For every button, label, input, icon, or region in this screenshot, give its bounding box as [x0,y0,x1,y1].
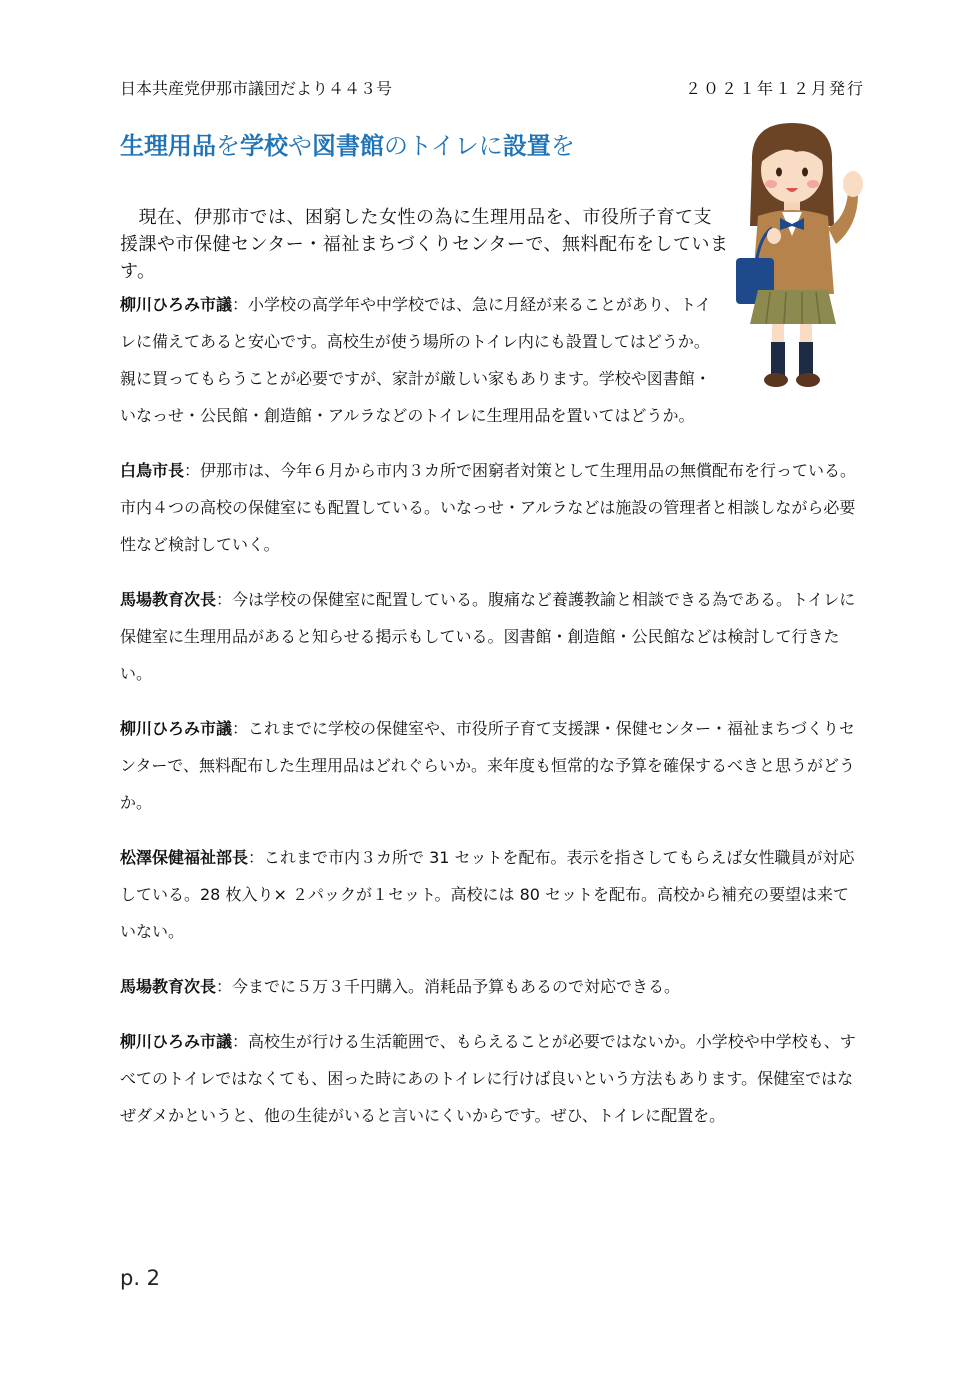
dialogue-block [120,839,865,950]
title-part: 学校 [240,132,288,160]
dialogue-block [120,286,725,434]
article-title [120,126,575,161]
speech-text: ：伊那市は、今年６月から市内３カ所で困窮者対策として生理用品の無償配布を行っている。市内４つの高校の保健室にも配置している。いなっせ・アルラなどは施設の管理者と相談しながら必要性など検討していく。 [120,461,857,554]
bag-hand [767,228,781,244]
title-part: を [216,132,240,160]
dialogue-block [120,581,865,692]
right-leg [800,324,812,344]
speaker-name: 白鳥市長 [120,461,185,480]
left-sock [771,342,785,376]
title-part: 図書館 [312,132,384,160]
dialogue [120,286,865,1134]
dialogue-block [120,452,865,563]
student-girl-illustration [730,118,870,398]
title-part: 生理用品 [120,132,216,160]
title-part: や [288,132,312,160]
title-part: 設置 [502,132,551,160]
newsletter-name: 日本共産党伊那市議団だより４４３号 [120,79,393,98]
right-shoe [796,373,820,387]
speaker-name: 馬場教育次長 [120,590,217,609]
left-leg [772,324,784,344]
newsletter-header [120,76,865,100]
speech-text: ：これまでに学校の保健室や、市役所子育て支援課・保健センター・福祉まちづくりセンターで、無料配布した生理用品はどれぐらいか。来年度も恒常的な予算を確保するべきと思うがどうか。 [120,719,856,812]
page-number: p. 2 [120,1266,161,1290]
left-cheek [765,180,777,188]
speech-text: ：小学校の高学年や中学校では、急に月経が来ることがあり、トイレに備えてあると安心です。高校生が使う場所のトイレ内にも設置してはどうか。親に買ってもらうことが必要ですが、家計が厳しい家もあります。学校や図書館・いなっせ・公民館・創造館・アルラなどのトイレに生理用品を置いてはどうか。 [120,295,712,425]
intro-paragraph: 現在、伊那市では、困窮した女性の為に生理用品を、市役所子育て支援課や市保健センター・福祉まちづくりセンターで、無料配布をしています。 [120,207,729,282]
issue-date: ２０２１年１２月発行 [684,79,865,98]
title-part: を [550,132,575,160]
speech-text: ：今までに５万３千円購入。消耗品予算もあるので対応できる。 [216,977,681,996]
right-eye [802,168,808,177]
dialogue-block [120,710,865,821]
speech-text: ：今は学校の保健室に配置している。腹痛など養護教諭と相談できる為である。トイレに保健室に生理用品があると知らせる掲示もしている。図書館・創造館・公民館などは検討して行きたい。 [120,590,856,683]
speaker-name: 柳川ひろみ市議 [120,1032,233,1051]
speaker-name: 柳川ひろみ市議 [120,719,233,738]
left-eye [776,168,782,177]
title-part: のトイレに [384,132,503,160]
left-shoe [764,373,788,387]
right-cheek [807,180,819,188]
right-sock [799,342,813,376]
speech-text: ：高校生が行ける生活範囲で、もらえることが必要ではないか。小学校や中学校も、すべてのトイレではなくても、困った時にあのトイレに行けば良いという方法もあります。保健室ではなぜダメかというと、他の生徒がいると言いにくいからです。ぜひ、トイレに配置を。 [120,1032,856,1125]
waving-hand [843,171,863,197]
speaker-name: 松澤保健福祉部長 [120,848,249,867]
skirt [750,290,836,324]
speaker-name: 馬場教育次長 [120,977,217,996]
dialogue-block [120,968,865,1005]
speaker-name: 柳川ひろみ市議 [120,295,233,314]
dialogue-block [120,1023,865,1134]
speech-text: ：これまで市内３カ所で 31 セットを配布。表示を指さしてもらえば女性職員が対応している。28 枚入り× ２パックが１セット。高校には 80 セットを配布。高校から補充の要望は来ていない。 [120,848,855,941]
